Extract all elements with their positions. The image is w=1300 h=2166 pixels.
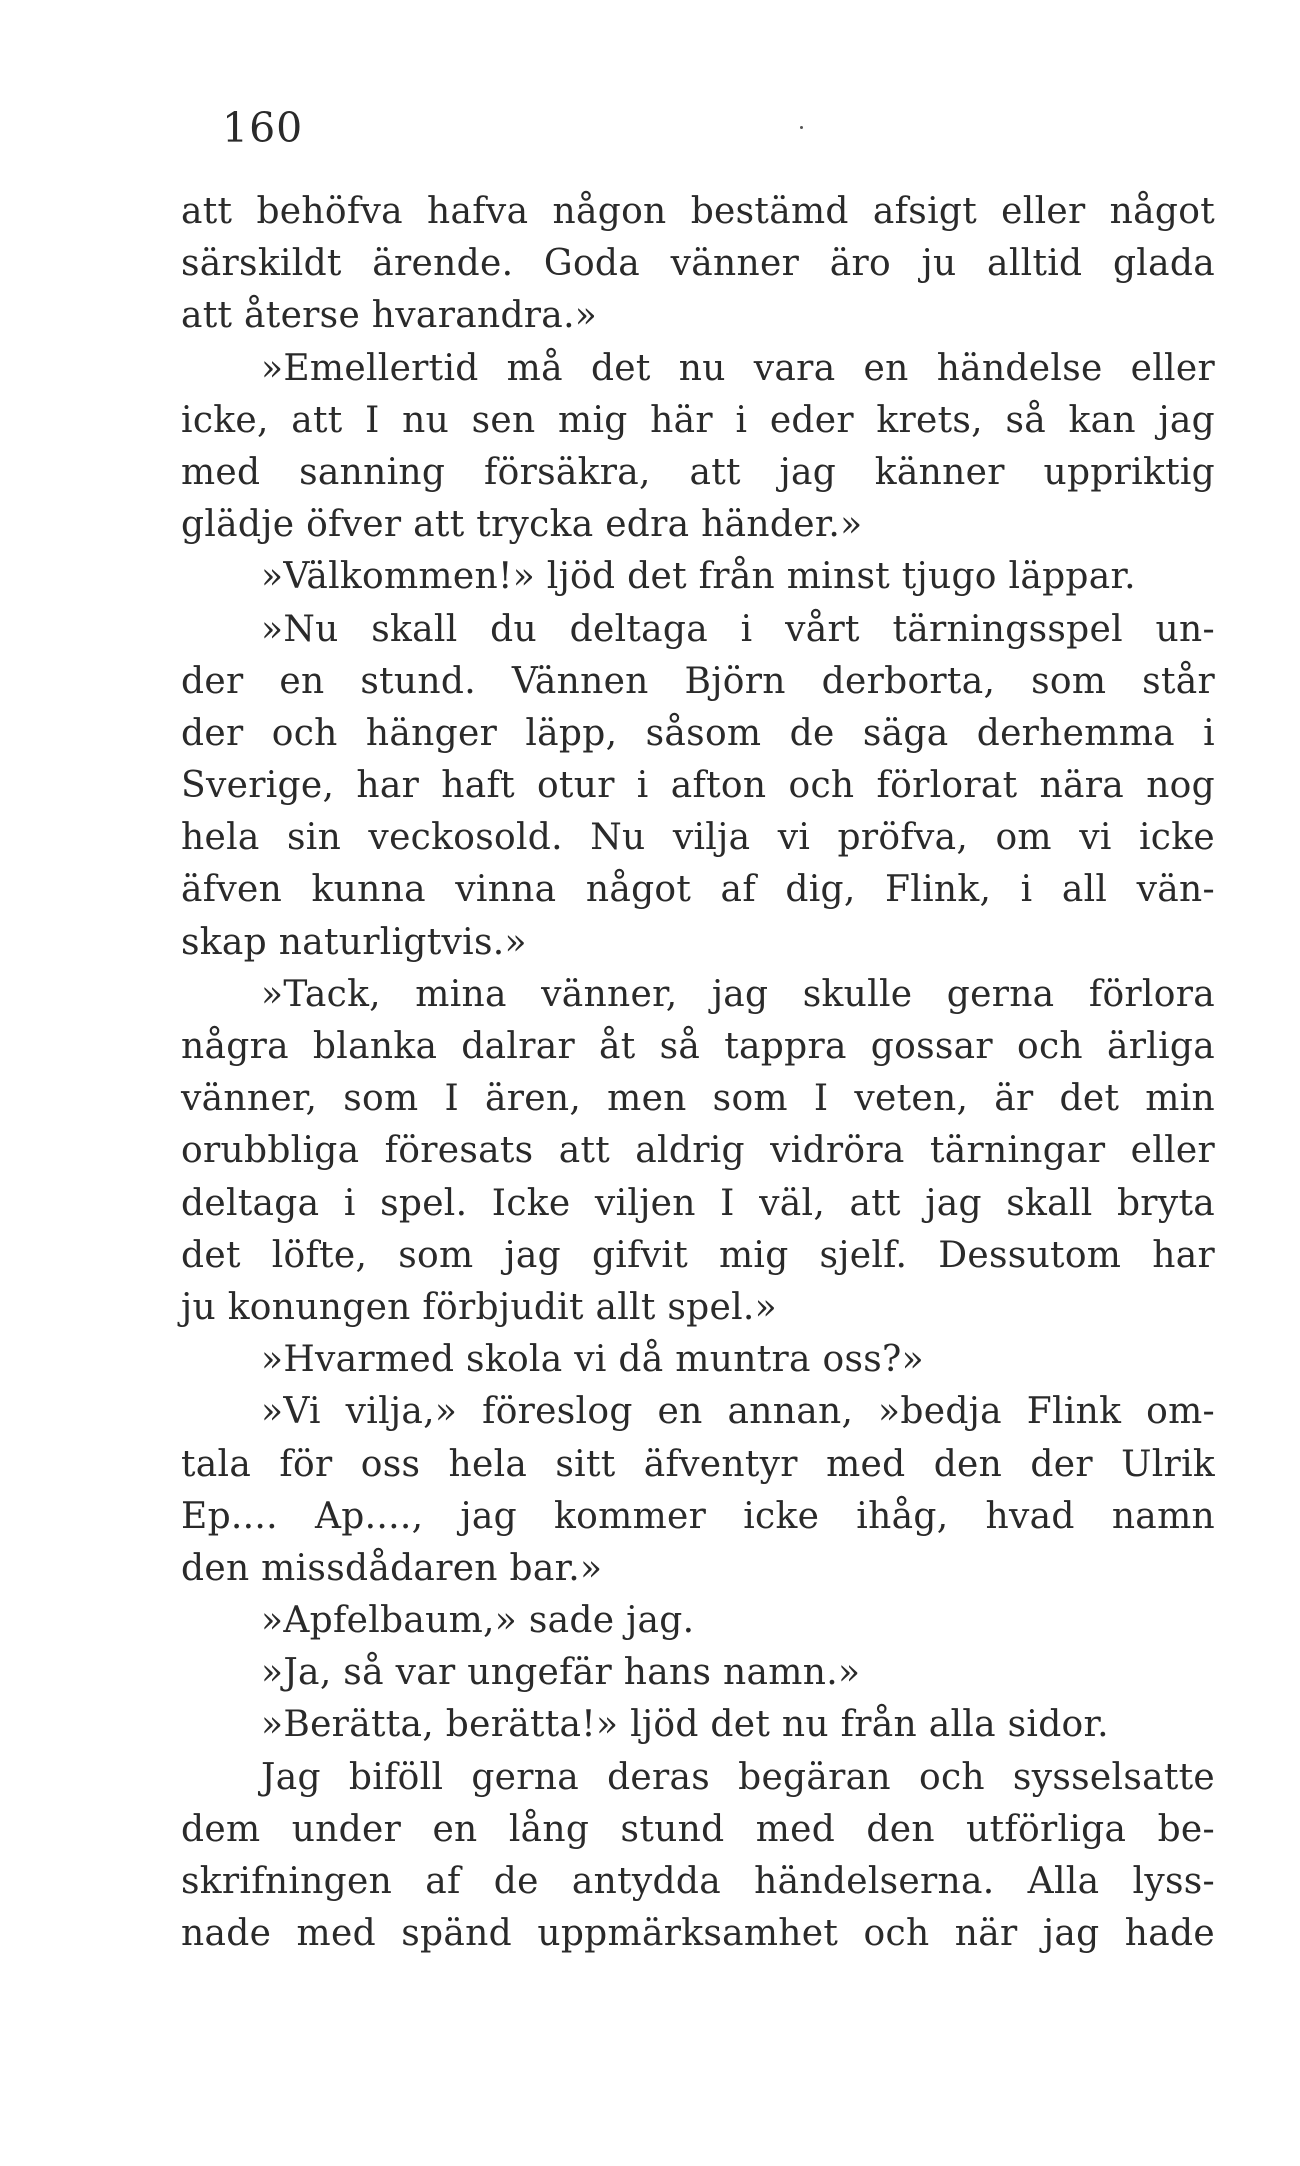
page-number: 160: [222, 104, 304, 152]
print-speck: [800, 126, 803, 129]
text-line: Sverige, har haft otur i afton och förlorat nära nog: [181, 765, 1215, 807]
text-line: »Apfelbaum,» sade jag.: [261, 1600, 695, 1642]
text-line: särskildt ärende. Goda vänner äro ju alltid glada: [181, 243, 1215, 285]
text-line: äfven kunna vinna något af dig, Flink, i all vän-: [181, 869, 1215, 911]
text-line: med sanning försäkra, att jag känner uppriktig: [181, 451, 1215, 493]
text-line: Ep.... Ap...., jag kommer icke ihåg, hvad namn: [181, 1495, 1215, 1537]
text-line: der och hänger läpp, såsom de säga derhemma i: [181, 712, 1215, 754]
text-line: »Emellertid må det nu vara en händelse eller: [261, 347, 1215, 389]
text-line: hela sin veckosold. Nu vilja vi pröfva, om vi icke: [181, 817, 1215, 859]
text-line: ju konungen förbjudit allt spel.»: [181, 1286, 777, 1328]
text-line: vänner, som I ären, men som I veten, är det min: [181, 1078, 1215, 1120]
text-line: deltaga i spel. Icke viljen I väl, att jag skall bryta: [181, 1182, 1215, 1224]
text-line: »Vi vilja,» föreslog en annan, »bedja Flink om-: [261, 1391, 1215, 1433]
text-line: »Nu skall du deltaga i vårt tärningsspel un-: [261, 608, 1215, 650]
text-line: »Berätta, berätta!» ljöd det nu från alla sidor.: [261, 1704, 1109, 1746]
text-line: dem under en lång stund med den utförliga be-: [181, 1808, 1215, 1850]
text-line: »Ja, så var ungefär hans namn.»: [261, 1652, 861, 1694]
body-text: [181, 186, 1215, 1960]
text-line: icke, att I nu sen mig här i eder krets, så kan jag: [181, 399, 1215, 441]
text-line: att behöfva hafva någon bestämd afsigt eller något: [181, 191, 1215, 232]
text-line: den missdådaren bar.»: [181, 1547, 603, 1589]
text-line: att återse hvarandra.»: [181, 295, 598, 337]
text-line: nade med spänd uppmärksamhet och när jag hade: [181, 1913, 1215, 1955]
text-line: det löfte, som jag gifvit mig sjelf. Dessutom har: [181, 1234, 1215, 1276]
text-line: skrifningen af de antydda händelserna. Alla lyss-: [181, 1861, 1215, 1902]
text-line: »Hvarmed skola vi då muntra oss?»: [261, 1339, 924, 1381]
text-line: »Välkommen!» ljöd det från minst tjugo läppar.: [261, 556, 1136, 598]
text-line: skap naturligtvis.»: [181, 921, 527, 963]
text-line: »Tack, mina vänner, jag skulle gerna förlora: [261, 973, 1215, 1015]
text-line: tala för oss hela sitt äfventyr med den der Ulrik: [181, 1443, 1215, 1485]
text-line: orubbliga föresats att aldrig vidröra tärningar eller: [181, 1130, 1215, 1172]
text-line: Jag biföll gerna deras begäran och sysselsatte: [261, 1756, 1215, 1798]
text-line: der en stund. Vännen Björn derborta, som står: [181, 660, 1215, 702]
text-line: glädje öfver att trycka edra händer.»: [181, 504, 863, 546]
text-line: några blanka dalrar åt så tappra gossar och ärliga: [181, 1026, 1215, 1067]
